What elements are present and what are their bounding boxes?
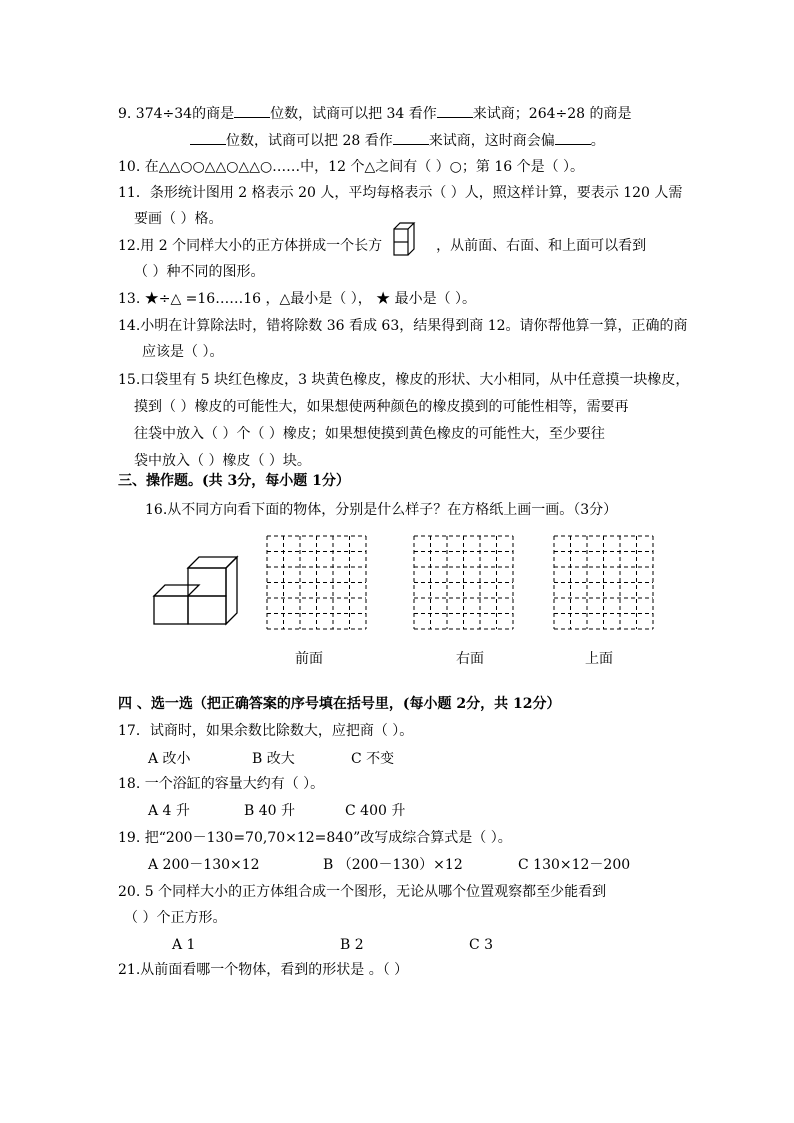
blank[interactable] <box>393 130 429 145</box>
q12-line2: （ ）种不同的图形。 <box>134 264 265 280</box>
q17-stem: 17．试商时，如果余数比除数大，应把商（ ）。 <box>118 723 414 739</box>
q12-line1: 12.用 2 个同样大小的正方体拼成一个长方 ，从前面、右面、和上面可以看到 <box>118 238 647 254</box>
q19-option-b[interactable]: B （200－130）×12 <box>323 857 463 873</box>
grid-label-front: 前面 <box>295 651 323 667</box>
q9-line2: 位数，试商可以把 28 看作 来试商，这时商会偏 。 <box>190 130 605 151</box>
q15-line3: 往袋中放入（ ）个（ ）橡皮；如果想使摸到黄色橡皮的可能性大，至少要往 <box>134 426 605 442</box>
cube-stack-figure <box>150 550 242 634</box>
q16: 16.从不同方向看下面的物体，分别是什么样子？在方格纸上画一画。（3分） <box>145 502 618 518</box>
q20-line2: （ ）个正方形。 <box>124 910 227 926</box>
q18-option-b[interactable]: B 40 升 <box>244 803 296 819</box>
blank[interactable] <box>234 103 270 118</box>
q15-line4: 袋中放入（ ）橡皮（ ）块。 <box>134 453 311 469</box>
q10: 10. 在△△○○△△○△△○……中，12 个△之间有（ ）○；第 16 个是（ ）。 <box>118 159 585 175</box>
q14-line1: 14.小明在计算除法时，错将除数 36 看成 63，结果得到商 12。请你帮他算一算，正确的商 <box>118 318 688 334</box>
q20-option-a[interactable]: A 1 <box>172 937 196 953</box>
blank[interactable] <box>555 130 591 145</box>
section4-heading: 四 、选一选（把正确答案的序号填在括号里，(每小题 2分，共 12分） <box>118 696 561 712</box>
q21: 21.从前面看哪一个物体，看到的形状是 。（ ） <box>118 962 409 978</box>
grid-right[interactable] <box>412 534 516 634</box>
blank[interactable] <box>190 130 226 145</box>
q20-option-b[interactable]: B 2 <box>340 937 364 953</box>
q15-line1: 15.口袋里有 5 块红色橡皮，3 块黄色橡皮，橡皮的形状、大小相同，从中任意摸一块橡皮， <box>118 372 690 388</box>
blank[interactable] <box>437 103 473 118</box>
q19-option-c[interactable]: C 130×12－200 <box>518 857 631 873</box>
q14-line2: 应该是（ ）。 <box>142 344 224 360</box>
q11-line1: 11．条形统计图用 2 格表示 20 人，平均每格表示（ ）人，照这样计算，要表示 120 人需 <box>118 185 683 201</box>
q18-stem: 18. 一个浴缸的容量大约有（ ）。 <box>118 776 325 792</box>
q20-line1: 20. 5 个同样大小的正方体组合成一个图形，无论从哪个位置观察都至少能看到 <box>118 884 607 900</box>
q9-line1: 9. 374÷34的商是 位数，试商可以把 34 看作 来试商；264÷28 的商是 <box>118 103 632 124</box>
grid-top[interactable] <box>552 534 656 634</box>
cuboid-figure <box>392 221 416 257</box>
q19-option-a[interactable]: A 200－130×12 <box>148 857 260 873</box>
q13: 13. ★÷△ =16……16 ，△最小是（ ）， ★ 最小是（ ）。 <box>118 291 477 307</box>
q20-option-c[interactable]: C 3 <box>469 937 494 953</box>
q19-stem: 19. 把“200－130=70,70×12=840”改写成综合算式是（ ）。 <box>118 830 512 846</box>
q15-line2: 摸到（ ）橡皮的可能性大，如果想使两种颜色的橡皮摸到的可能性相等，需要再 <box>134 399 629 415</box>
q17-option-c[interactable]: C 不变 <box>351 751 395 767</box>
q17-option-b[interactable]: B 改大 <box>252 751 295 767</box>
grid-front[interactable] <box>265 534 369 634</box>
q18-option-a[interactable]: A 4 升 <box>148 803 190 819</box>
q18-option-c[interactable]: C 400 升 <box>345 803 406 819</box>
q11-line2: 要画（ ）格。 <box>134 211 223 227</box>
grid-label-top: 上面 <box>585 651 613 667</box>
section3-heading: 三、操作题。(共 3分，每小题 1分） <box>118 473 350 489</box>
q17-option-a[interactable]: A 改小 <box>148 751 191 767</box>
grid-label-right: 右面 <box>456 651 484 667</box>
